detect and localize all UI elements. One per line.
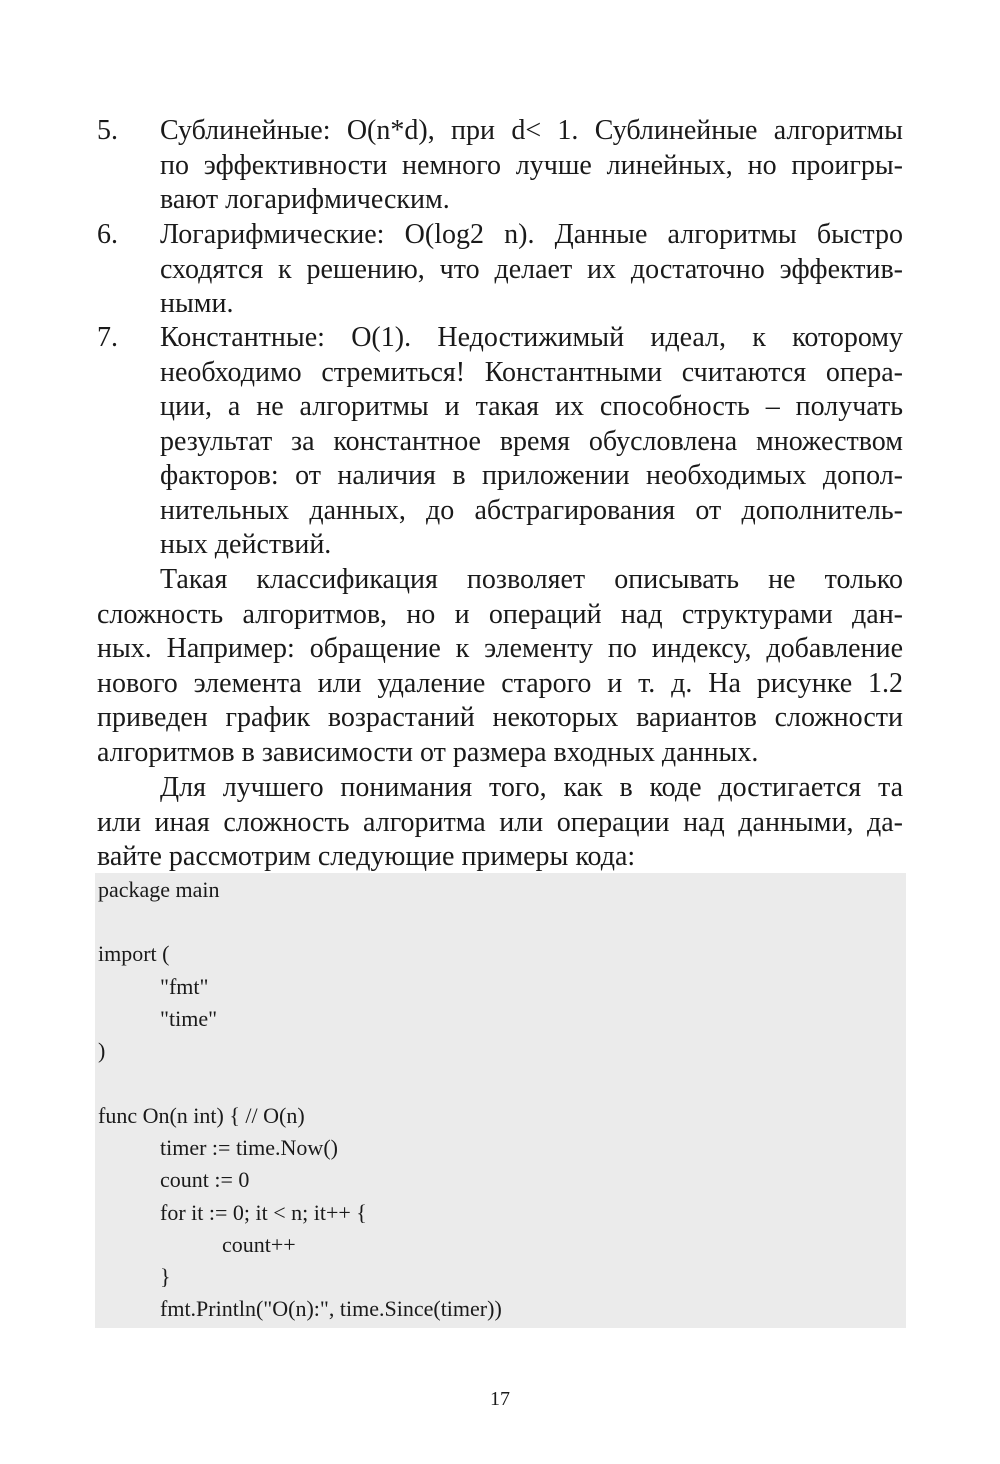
code-line: func On(n int) { // O(n) — [98, 1103, 305, 1128]
paragraph-examples-intro — [97, 771, 903, 875]
text-line: алгоритмов в зависимости от размера входных данных. — [97, 736, 759, 768]
text-line: необходимо стремиться! Константными считаются опера- — [160, 356, 903, 388]
list-item-text — [160, 114, 903, 218]
code-line: fmt.Println("O(n):", time.Since(timer)) — [160, 1296, 502, 1321]
list-number: 5. — [97, 115, 118, 146]
text-line: по эффективности немного лучше линейных, но проигры- — [160, 149, 903, 181]
text-line: вают логарифмическим. — [160, 184, 450, 215]
text-line: Сублинейные: O(n*d), при d< 1. Сублинейные алгоритмы — [160, 115, 903, 146]
text-line: нового элемента или удаление старого и т. д. На рисунке 1.2 — [97, 667, 903, 699]
text-line: приведен график возрастаний некоторых вариантов сложности — [97, 702, 903, 733]
text-line: ных действий. — [160, 529, 332, 560]
list-number: 6. — [97, 219, 118, 250]
code-line: } — [160, 1264, 171, 1289]
list-item-text — [160, 321, 903, 563]
code-line: package main — [98, 877, 220, 902]
text-line: сходятся к решению, что делает их достаточно эффектив- — [160, 253, 903, 285]
list-item-text — [160, 218, 903, 322]
text-line: нительных данных, до абстрагирования от дополнитель- — [160, 494, 903, 526]
code-line: for it := 0; it < n; it++ { — [160, 1200, 367, 1225]
text-line: факторов: от наличия в приложении необходимых допол- — [160, 460, 903, 491]
text-line: или иная сложность алгоритма или операции над данными, да- — [97, 806, 903, 838]
code-line: "fmt" — [160, 974, 209, 999]
code-line: count := 0 — [160, 1167, 250, 1192]
code-line: count++ — [222, 1232, 296, 1257]
list-number: 7. — [97, 322, 118, 353]
text-line: сложность алгоритмов, но и операций над структурами дан- — [97, 598, 903, 630]
text-line: Константные: O(1). Недостижимый идеал, к которому — [160, 322, 903, 353]
code-line: import ( — [98, 941, 170, 966]
text-line: ции, а не алгоритмы и такая их способность – получать — [160, 391, 903, 422]
text-line: ных. Например: обращение к элементу по индексу, добавление — [97, 633, 903, 664]
text-line: Логарифмические: O(log2 n). Данные алгоритмы быстро — [160, 219, 903, 250]
text-line: вайте рассмотрим следующие примеры кода: — [97, 841, 636, 872]
paragraph-classification — [97, 563, 903, 770]
text-line: ными. — [160, 288, 234, 319]
text-line: Такая классификация позволяет описывать не только — [160, 564, 903, 595]
code-block — [95, 873, 906, 1328]
text-line: результат за константное время обусловлена множеством — [160, 425, 903, 457]
text-line: Для лучшего понимания того, как в коде достигается та — [160, 772, 903, 803]
code-line: "time" — [160, 1006, 218, 1031]
page-number: 17 — [490, 1388, 510, 1410]
code-line: ) — [98, 1038, 106, 1063]
code-line: timer := time.Now() — [160, 1135, 338, 1160]
